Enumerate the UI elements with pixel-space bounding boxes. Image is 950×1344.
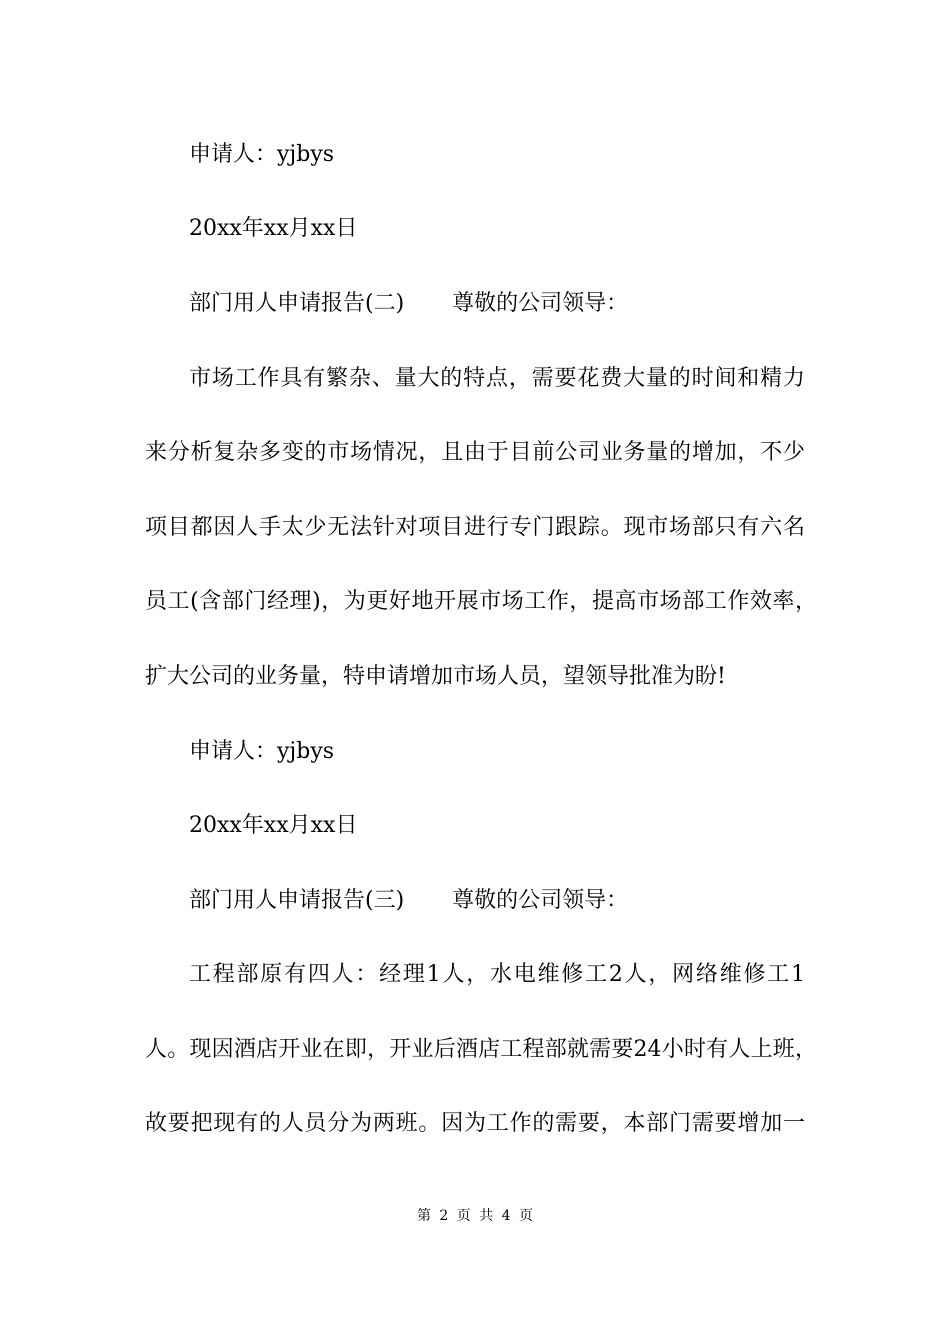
body-line-8: 故要把现有的人员分为两班。因为工作的需要，本部门需要增加一 — [145, 1111, 805, 1136]
page-number-footer: 第 2 页 共 4 页 — [416, 1208, 534, 1224]
body-line-7: 人。现因酒店开业在即，开业后酒店工程部就需要24小时有人上班， — [145, 1037, 817, 1062]
report-heading-2 — [189, 289, 628, 319]
body-line-6: 工程部原有四人：经理1人，水电维修工2人，网络维修工1 — [189, 962, 805, 987]
salutation-2: 尊敬的公司领导： — [452, 291, 629, 316]
body-line-5: 扩大公司的业务量，特申请增加市场人员，望领导批准为盼! — [145, 664, 726, 689]
report-title-3: 部门用人申请报告(三) — [189, 888, 405, 913]
salutation-3: 尊敬的公司领导： — [452, 888, 629, 913]
report-heading-3 — [189, 886, 628, 916]
date-line-2: 20xx年xx月xx日 — [189, 813, 358, 838]
applicant-line-1: 申请人：yjbys — [189, 142, 335, 167]
body-line-3: 项目都因人手太少无法针对项目进行专门跟踪。现市场部只有六名 — [145, 515, 805, 540]
date-line-1: 20xx年xx月xx日 — [189, 216, 358, 241]
report-title-2: 部门用人申请报告(二) — [189, 291, 405, 316]
body-line-1: 市场工作具有繁杂、量大的特点，需要花费大量的时间和精力 — [189, 366, 805, 391]
body-line-4: 员工(含部门经理)，为更好地开展市场工作，提高市场部工作效率， — [145, 589, 817, 614]
applicant-line-2: 申请人：yjbys — [189, 739, 335, 764]
body-line-2: 来分析复杂多变的市场情况，且由于目前公司业务量的增加，不少 — [145, 440, 805, 465]
